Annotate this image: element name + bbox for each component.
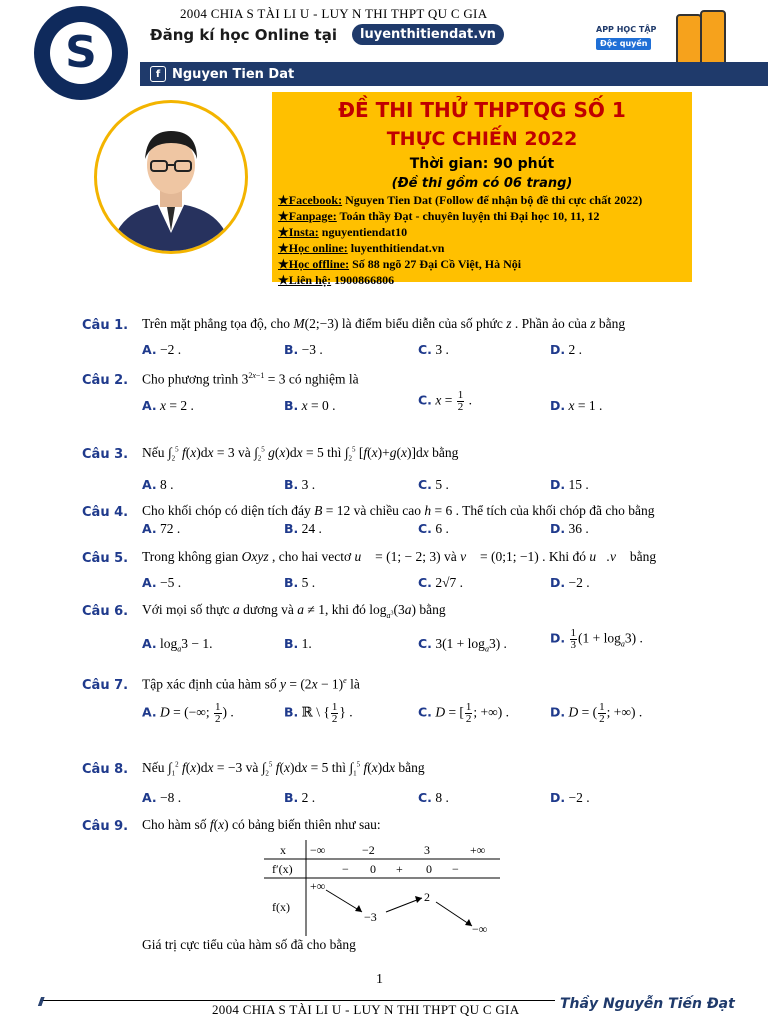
question-text: Cho khối chóp có diện tích đáy B = 12 và chiều cao h = 6 . Thể tích của khối chóp đã cho bằng xyxy=(142,503,655,518)
app-badge: Độc quyền xyxy=(596,38,651,50)
question-text: Cho phương trình $3^{2x-1} = 3$ có nghiệm là xyxy=(142,371,359,387)
app-label: APP HỌC TẬP xyxy=(596,25,657,34)
table-f-label: f(x) xyxy=(272,900,290,914)
option-d[interactable]: D. D = ( $\frac{1}{2}$ ; +∞) . xyxy=(550,701,643,725)
exam-subtitle: THỰC CHIẾN 2022 xyxy=(386,128,578,150)
author-label: Nguyen Tien Dat xyxy=(172,66,295,82)
author-name[interactable] xyxy=(150,66,294,82)
option-a[interactable]: A. −2 . xyxy=(142,342,182,357)
page-number: 1 xyxy=(376,972,383,987)
option-d[interactable]: D. 36 . xyxy=(550,521,589,536)
question-text: Trong không gian Oxyz , cho hai vectơ u⃗ = (1; − 2; 3) và v⃗ = (0;1; −1) . Khi đó u⃗.v⃗ bằng xyxy=(142,549,657,564)
app-promo xyxy=(596,24,668,58)
option-d[interactable]: D. −2 . xyxy=(550,575,590,590)
exam-time: Thời gian: 90 phút xyxy=(409,156,555,172)
logo-letter: S xyxy=(65,27,97,78)
info-online[interactable]: ★Học online: luyenthitiendat.vn xyxy=(278,241,445,255)
option-b[interactable]: B. ℝ \ { $\frac{1}{2}$ } . xyxy=(284,701,353,725)
option-c[interactable]: C. 6 . xyxy=(418,521,449,536)
option-c[interactable]: C. 5 . xyxy=(418,477,449,492)
exam-pages: (Đề thi gồm có 06 trang) xyxy=(391,176,573,191)
option-b[interactable]: B. −3 . xyxy=(284,342,323,357)
question-text: Với mọi số thực a dương và a ≠ 1, khi đó $\log_{a^3}(3a)$ bằng xyxy=(142,602,446,620)
question-label: Câu 1. xyxy=(82,318,129,333)
question-label: Câu 2. xyxy=(82,373,129,388)
exam-title: ĐỀ THI THỬ THPTQG SỐ 1 xyxy=(338,98,626,122)
option-b[interactable]: B. 1. xyxy=(284,636,312,651)
question-label: Câu 3. xyxy=(82,447,129,462)
option-a[interactable]: A. D = (−∞; $\frac{1}{2}$ ) . xyxy=(142,701,234,725)
option-b[interactable]: B. 3 . xyxy=(284,477,316,492)
table-x-value: −2 xyxy=(362,843,375,857)
header-top-strip: 2004 CHIA S TÀI LI U - LUY N THI THPT QU C GIA xyxy=(180,6,488,21)
table-fp-label: f′(x) xyxy=(272,862,293,876)
option-c[interactable]: C. 3 . xyxy=(418,342,449,357)
question-text: Cho hàm số f(x) có bảng biến thiên như sau: xyxy=(142,817,381,832)
info-insta[interactable]: ★Insta: nguyentiendat10 xyxy=(278,225,408,239)
question-label: Câu 6. xyxy=(82,604,129,619)
table-f-value: −3 xyxy=(364,910,377,924)
option-d[interactable]: D. $\frac{1}{3}$ $(1 + \log_a3)$ . xyxy=(550,627,643,651)
table-x-value: −∞ xyxy=(310,843,326,857)
option-a[interactable]: A. 8 . xyxy=(142,477,174,492)
table-sign: − xyxy=(452,862,459,876)
info-facebook[interactable]: ★Facebook: Nguyen Tien Dat (Follow để nhận bộ đề thi cực chất 2022) xyxy=(278,193,643,207)
table-sign: 0 xyxy=(426,862,432,876)
question-label: Câu 8. xyxy=(82,762,129,777)
facebook-icon: f xyxy=(150,66,166,82)
website-link[interactable]: luyenthitiendat.vn xyxy=(352,24,504,45)
option-c[interactable]: C. x = $\frac{1}{2}$ . xyxy=(418,389,472,413)
register-text: Đăng kí học Online tại xyxy=(150,26,337,44)
option-d[interactable]: D. −2 . xyxy=(550,790,590,805)
table-sign: 0 xyxy=(370,862,376,876)
footer-signature: Thầy Nguyễn Tiến Đạt xyxy=(560,996,735,1012)
table-x-value: 3 xyxy=(424,843,430,857)
table-f-value: +∞ xyxy=(310,879,326,893)
table-sign: − xyxy=(342,862,349,876)
table-f-value: −∞ xyxy=(472,922,488,936)
option-a[interactable]: A. −5 . xyxy=(142,575,182,590)
table-x-value: +∞ xyxy=(470,843,486,857)
info-offline: ★Học offline: Số 88 ngõ 27 Đại Cồ Việt, Hà Nội xyxy=(278,257,522,271)
question-label: Câu 7. xyxy=(82,678,129,693)
author-avatar xyxy=(94,100,248,254)
table-x-label: x xyxy=(280,843,286,857)
footer-slashes: //// xyxy=(38,995,42,1010)
option-b[interactable]: B. 5 . xyxy=(284,575,316,590)
footer-text: 2004 CHIA S TÀI LI U - LUY N THI THPT QU C GIA xyxy=(212,1002,520,1017)
variation-table xyxy=(264,840,500,936)
option-a[interactable]: A. 72 . xyxy=(142,521,181,536)
table-f-value: 2 xyxy=(424,890,430,904)
option-b[interactable]: B. x = 0 . xyxy=(284,398,336,413)
option-c[interactable]: C. $3(1 + \log_a3)$ . xyxy=(418,636,507,654)
option-a[interactable]: A. x = 2 . xyxy=(142,398,194,413)
site-logo xyxy=(34,6,128,100)
option-a[interactable]: A. $\log_a3 - 1$. xyxy=(142,636,213,654)
footer-divider xyxy=(40,1000,555,1001)
option-c[interactable]: C. 8 . xyxy=(418,790,449,805)
option-a[interactable]: A. −8 . xyxy=(142,790,182,805)
question-text: Trên mặt phẳng tọa độ, cho M(2;−3) là điểm biểu diễn của số phức z . Phần ảo của z bằng xyxy=(142,316,626,331)
question-label: Câu 4. xyxy=(82,505,129,520)
question-text: Nếu $\int_1^2$ f(x)dx = −3 và $\int_2^5$ f(x)dx = 5 thì $\int_1^5$ f(x)dx bằng xyxy=(142,760,425,778)
question-text: Nếu $\int_2^5$ f(x)dx = 3 và $\int_2^5$ g(x)dx = 5 thì $\int_2^5$ [f(x)+g(x)]dx bằng xyxy=(142,445,459,463)
question-tail: Giá trị cực tiểu của hàm số đã cho bằng xyxy=(142,937,356,952)
question-label: Câu 5. xyxy=(82,551,129,566)
info-fanpage[interactable]: ★Fanpage: Toán thầy Đạt - chuyên luyện thi Đại học 10, 11, 12 xyxy=(278,209,600,223)
option-b[interactable]: B. 24 . xyxy=(284,521,322,536)
option-c[interactable]: C. D = [ $\frac{1}{2}$ ; +∞) . xyxy=(418,701,510,725)
option-c[interactable]: C. 2√7 . xyxy=(418,575,463,590)
phone-icon xyxy=(700,10,726,66)
info-contact: ★Liên hệ: 1900866806 xyxy=(278,273,395,287)
option-d[interactable]: D. 15 . xyxy=(550,477,589,492)
question-text: Tập xác định của hàm số $y = (2x - 1)^e$ là xyxy=(142,676,360,692)
question-label: Câu 9. xyxy=(82,819,129,834)
option-b[interactable]: B. 2 . xyxy=(284,790,316,805)
option-d[interactable]: D. 2 . xyxy=(550,342,582,357)
table-sign: + xyxy=(396,862,403,876)
option-d[interactable]: D. x = 1 . xyxy=(550,398,603,413)
